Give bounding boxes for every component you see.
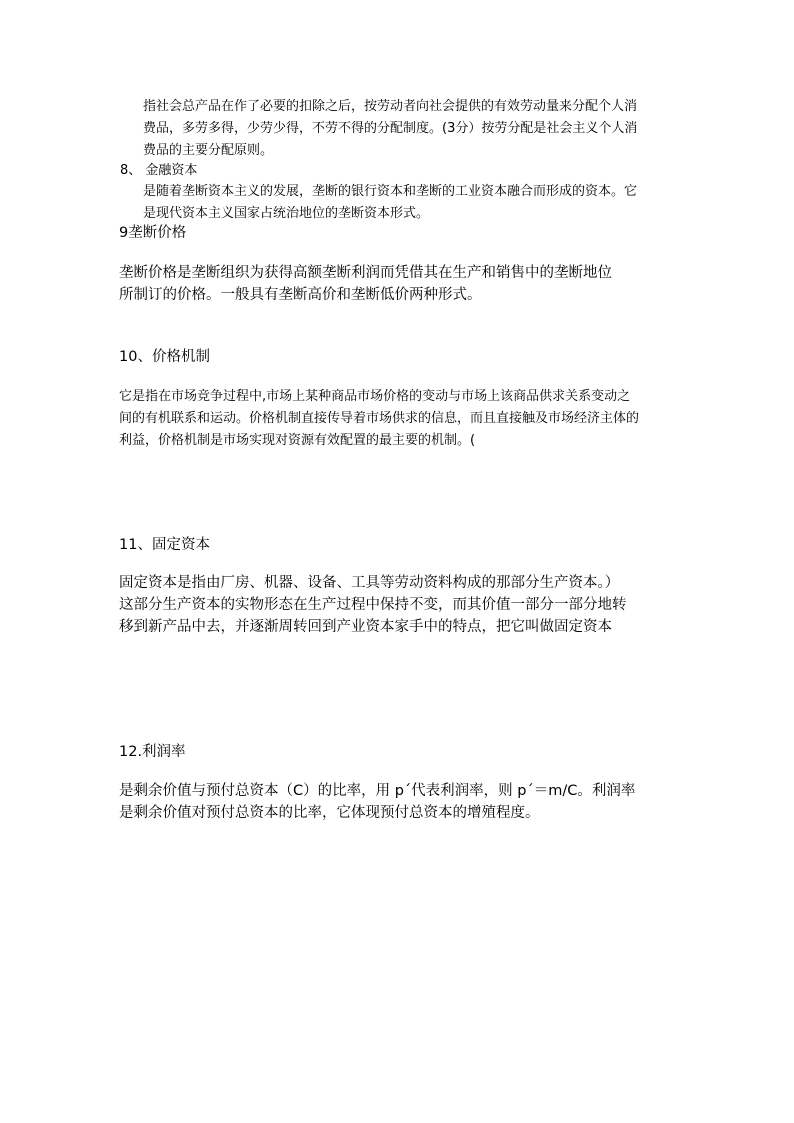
item12-definition: [119, 780, 635, 824]
text-line: 垄断价格是垄断组织为获得高额垄断利润而凭借其在生产和销售中的垄断地位: [119, 265, 612, 281]
text-line: 是现代资本主义国家占统治地位的垄断资本形式。: [143, 206, 430, 221]
item12-heading: 12.利润率: [119, 744, 186, 760]
text-line: 是剩余价值与预付总资本（C）的比率，用 p´代表利润率，则 p´＝m/C。利润率: [119, 783, 636, 799]
item8-definition: [143, 181, 637, 225]
item9-heading: 9垄断价格: [119, 225, 187, 241]
item11-heading: 11、固定资本: [119, 537, 210, 553]
text-line: 指社会总产品在作了必要的扣除之后，按劳动者向社会提供的有效劳动量来分配个人消: [143, 99, 638, 114]
item10-heading: 10、价格机制: [119, 349, 210, 365]
item9-definition: [119, 262, 612, 306]
text-line: 这部分生产资本的实物形态在生产过程中保持不变，而其价值一部分一部分地转: [119, 597, 627, 613]
text-line: 移到新产品中去，并逐渐周转回到产业资本家手中的特点，把它叫做固定资本: [119, 619, 612, 635]
text-line: 固定资本是指由厂房、机器、设备、工具等劳动资料构成的那部分生产资本。）: [119, 575, 620, 591]
text-line: 费品的主要分配原则。: [143, 143, 274, 158]
text-line: 它是指在市场竞争过程中,市场上某种商品市场价格的变动与市场上该商品供求关系变动之: [119, 389, 631, 404]
item7-definition: [143, 96, 637, 162]
text-line: 间的有机联系和运动。价格机制直接传导着市场供求的信息，而且直接触及市场经济主体的: [119, 411, 640, 426]
text-line: 是剩余价值对预付总资本的比率，它体现预付总资本的增殖程度。: [119, 805, 540, 821]
item11-definition: [119, 572, 627, 638]
item10-definition: [119, 386, 639, 452]
text-line: 利益，价格机制是市场实现对资源有效配置的最主要的机制。(: [119, 433, 476, 448]
text-line: 是随着垄断资本主义的发展，垄断的银行资本和垄断的工业资本融合而形成的资本。它: [143, 184, 638, 199]
item8-heading: 8、 金融资本: [120, 163, 198, 178]
text-line: 所制订的价格。一般具有垄断高价和垄断低价两种形式。: [119, 287, 482, 303]
text-line: 费品，多劳多得，少劳少得，不劳不得的分配制度。(3分）按劳分配是社会主义个人消: [143, 121, 638, 136]
